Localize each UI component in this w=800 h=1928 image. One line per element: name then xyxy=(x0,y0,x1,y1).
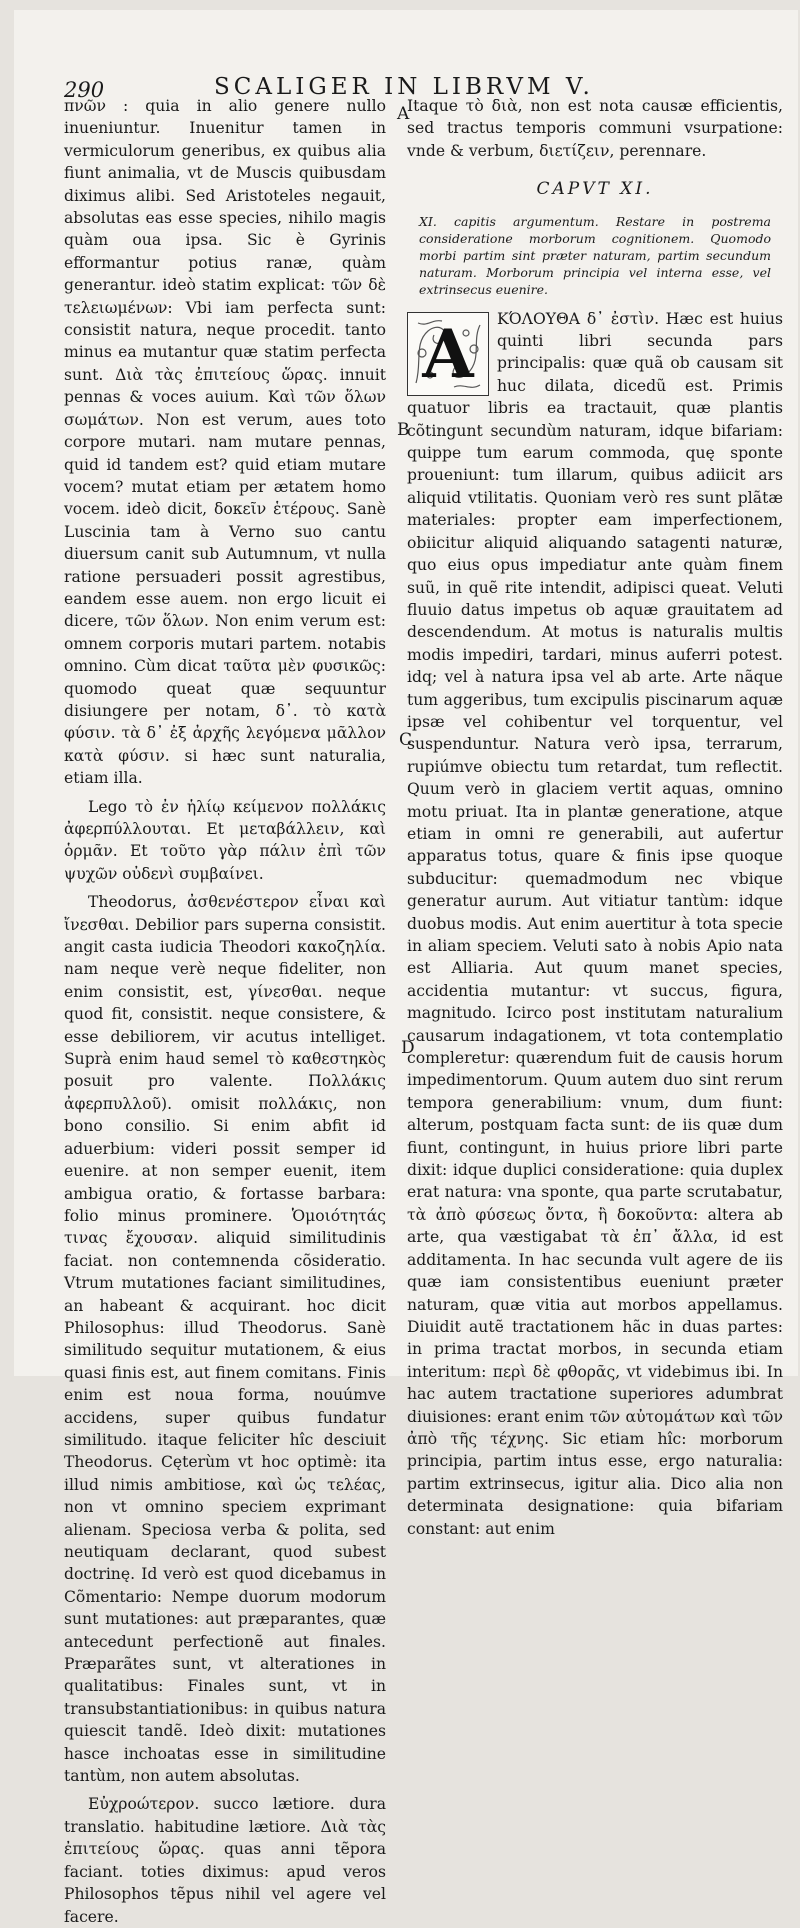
margin-letter-c: C xyxy=(399,730,413,750)
margin-letter-d: D xyxy=(401,1038,415,1058)
dropcap-letter: A xyxy=(422,314,474,393)
right-body-paragraph: ΚΌΛΟΥΘΑ δ᾽ ἐστὶν. Hæc est huius quinti libri secunda pars principalis: quæ quã ob causam sit huc dilata, dicedũ est. Primis quatuor libris ea tractauit, quæ plantis cõtingunt secundùm naturam, idque bifariam: quippe tum earum commoda, quę sponte proueniunt: tum illarum, quibus adiicit ars aliquid vtilitatis. Quoniam verò res sunt plãtæ materiales: propter eam imperfectionem, obiicitur aliquid aliquando satagenti naturæ, quo eius opus impediatur ante quàm finem suũ, in quẽ rite intendit, adipisci queat. Veluti fluuio datus impetus ob aquæ grauitatem ad descendendum. At motus is naturalis multis modis impediri, tardari, minus auferri potest. idq; vel à natura ipsa vel ab arte. Arte nãque tum aggeribus, tum excipulis piscinarum aquæ ipsæ vel cohibentur vel torquentur, vel suspenduntur. Natura verò ipsa, terrarum, rupiúmve obiectu tum retardat, tum reflectit. Quum verò in glaciem vertit aquas, omnino motu priuat. Ita in plantæ generatione, atque etiam in omni re generabili, aut aufertur apparatus totus, quare & finis ipse quoque subducitur: quemadmodum nec vbique generatur aurum. Aut vitiatur tantùm: idque duobus modis. Aut enim auertitur à tota specie in aliam speciem. Veluti sato à nobis Apio nata est Alliaria. Aut quum manet species, accidentia mutantur: vt succus, figura, magnitudo. Icirco post institutam naturalium causarum indagationem, vt tota contemplatio compleretur: quærendum fuit de causis horum impedimentorum. Quum autem duo sint rerum tempora generabilium: vnum, dum fiunt: alterum, postquam facta sunt: de iis quæ dum fiunt, contingunt, in huius priore libri parte dixit: idque duplici consideratione: quia duplex erat natura: vna sponte, qua parte scrutabatur, τὰ ἀπὸ φύσεως ὄντα, ἢ δοκοῦντα: altera ab arte, qua væstigabat τὰ ἐπ᾽ ἄλλα, id est additamenta. In hac secunda vult agere de iis quæ iam consistentibus eueniunt præter naturam, quæ vitia aut morbos appellamus. Diuidit autẽ tractationem hãc in duas partes: in prima tractat morbos, in secunda etiam interitum: περὶ δὲ φθορᾶς, vt videbimus ibi. In hac autem tractatione superiores adumbrat diuisiones: erant enim τῶν αὐτομάτων καὶ τῶν ἀπὸ τῆς τέχνης. Sic etiam hîc: morborum principia, partim intus esse, ergo naturalia: partim extrinsecus, igitur alia. Dico alia non determinata designatione: quia bifariam constant: aut enim xyxy=(407,309,783,1538)
chapter-title: CAPVT XI. xyxy=(536,179,654,200)
running-head xyxy=(64,60,778,100)
header-title: SCALIGER IN LIBRVM V. xyxy=(214,74,594,100)
chapter-body xyxy=(407,308,783,1540)
chapter-argument: XI. capitis argumentum. Restare in postrema considerationе morborum cognitionem. Quomodo morbi partim sint præter naturam, partim secundum naturam. Morborum principia vel interna esse, vel extrinsecus euenire. xyxy=(419,213,771,297)
left-paragraph-2: Lego τὸ ἐν ἡλίῳ κείμενον πολλάκις ἀφερπύλλουται. Et μεταβάλλειν, καὶ ὁρμᾶν. Et τοῦτο γὰρ πάλιν ἐπὶ τῶν ψυχῶν οὐδενὶ συμβαίνει. xyxy=(64,797,386,883)
book-page xyxy=(14,10,798,1926)
left-paragraph-4: Εὐχροώτερον. succo lætiore. dura translatio. habitudine lætiore. Διὰ τὰς ἐπιτείους ὥρας. quas anni tẽpora faciant. toties diximus: apud veros Philosophos tẽpus nihil vel agere vel facere. xyxy=(64,1795,386,1926)
margin-letter-b: B xyxy=(397,420,410,440)
left-paragraph-1: πνῶν : quia in alio genere nullo inueniuntur. Inuenitur tamen in vermiculorum generibus, ex quibus alia fiunt animalia, vt de Muscis quibusdam diximus alibi. Sed Aristoteles negauit, absolutas eas esse species, nihilo magis quàm oua ipsa. Sic è Gyrinis efformantur potius ranæ, quàm generantur. ideò statim explicat: τῶν δὲ τελειωμένων: Vbi iam perfecta sunt: consistit natura, neque procedit. tanto minus ea mutantur quæ statim perfecta sunt. Διὰ τὰς ἐπιτείους ὥρας. innuit pennas & voces auium. Καὶ τῶν ὅλων σωμάτων. Non est verum, aues toto corpore mutari. nam mutare pennas, quid id tandem est? quid etiam mutare vocem? mutat etiam per ætatem homo vocem. ideò dicit, δοκεῖν ἑτέρους. Sanè Luscinia tam à Verno suo cantu diuersum canit sub Autumnum, vt nulla ratione persuaderi possit agrestibus, eandem esse auem. non ergo licuit ei dicere, τῶν ὅλων. Non enim verum est: omnem corporis mutari partem. notabis omnino. Cùm dicat ταῦτα μὲν φυσικῶς: quomodo queat quæ sequuntur disiungere per notam, δ᾽. τὸ κατὰ φύσιν. τὰ δ᾽ ἐξ ἀρχῆς λεγόμενα μᾶλλον κατὰ φύσιν. si hæc sunt naturalia, etiam illa. xyxy=(64,97,386,788)
margin-letter-a: A xyxy=(397,104,410,124)
right-intro-paragraph: Itaque τὸ διὰ, non est nota causæ efficientis, sed tractus temporis communi vsurpatione: vnde & verbum, διετίζειν, perennare. xyxy=(407,97,783,160)
decorated-initial xyxy=(407,312,489,396)
left-column xyxy=(64,95,386,1928)
left-paragraph-3: Theodorus, ἀσθενέστερον εἶναι καὶ ἴνεσθαι. Debilior pars superna consistit. angit casta iudicia Theodori κακοζηλία. nam neque verè neque fideliter, non enim consistit, est, γίνεσθαι. neque quod fit, consistit. neque consistere, & esse debiliorem, vir acutus intelliget. Suprà enim haud semel τὸ καθεστηκὸς posuit pro valente. Πολλάκις ἀφερπυλλοῦ). omisit πολλάκις, non bono consilio. Si enim abfit id aduerbium: videri possit semper id euenire. at non semper euenit, item ambigua oratio, & fortasse barbara: folio minus prominere. Ὁμοιότητάς τινας ἔχουσαν. aliquid similitudinis faciat. non contemnenda cõsideratio. Vtrum mutationes faciant similitudines, an habeant & acquirant. hoc dicit Philosophus: illud Theodorus. Sanè similitudo sequitur mutationem, & eius quasi finis est, aut finem comitans. Finis enim est noua forma, nouúmve accidens, super quibus fundatur similitudo. itaque feliciter hîc desciuit Theodorus. Cęterùm vt hoc optimè: ita illud nimis ambitiose, καὶ ὡς τελέας, non vt omnino speciem exprimant alienam. Speciosa verba & polita, sed neutiquam declarant, quod subest doctrinę. Id verò est quod dicebamus in Cõmentario: Nempe duorum modorum sunt mutationes: aut præparantes, quæ antecedunt perfectionẽ aut finales. Præparãtes sunt, vt alterationes in qualitatibus: Finales sunt, vt in transubstantiationibus: in quibus natura quiescit tandẽ. Ideò dixit: mutationes hasce inchoatas esse in similitudine tantùm, non autem absolutas. xyxy=(64,893,386,1786)
page-number: 290 xyxy=(64,78,105,102)
right-column xyxy=(407,95,783,1540)
